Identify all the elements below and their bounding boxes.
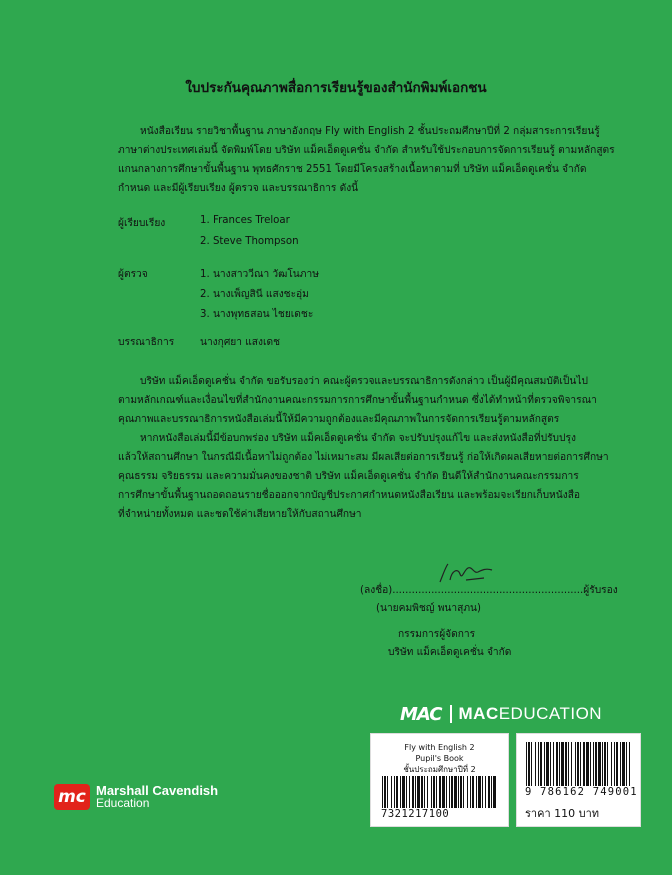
certification-paragraph	[118, 372, 640, 429]
marshall-cavendish-logo	[54, 784, 218, 810]
guarantee-line: หากหนังสือเล่มนี้มีข้อบกพร่อง บริษัท แม็คเอ็ดดูเคชั่น จำกัด จะปรับปรุงแก้ไข และส่งหนังสือที่ปรับปรุง	[140, 433, 576, 444]
price-label: ราคา 110 บาท	[525, 807, 600, 820]
book-barcode-number: 7321217100	[381, 808, 450, 820]
reviewer-name: 3. นางพุทธสอน ไชยเดชะ	[200, 309, 314, 320]
signature-scribble	[436, 562, 506, 584]
intro-paragraph	[118, 122, 640, 198]
reviewer-name: 2. นางเพ็ญสินี แสงชะอุ่ม	[200, 289, 309, 300]
book-title: Fly with English 2	[404, 743, 475, 752]
logo-divider	[450, 705, 452, 723]
mc-logo-line1: Marshall Cavendish	[96, 783, 219, 798]
book-grade: ชั้นประถมศึกษาปีที่ 2	[403, 765, 476, 774]
book-info-box	[370, 733, 509, 827]
reviewers-label: ผู้ตรวจ	[118, 269, 148, 280]
guarantee-line: ที่จำหน่ายทั้งหมด และชดใช้ค่าเสียหายให้กับสถานศึกษา	[118, 509, 362, 520]
mac-education-logo	[400, 702, 602, 726]
cert-line: คุณภาพและบรรณาธิการหนังสือเล่มนี้ให้มีความถูกต้องและมีคุณภาพในการจัดการเรียนรู้ตามหลักสูตร	[118, 414, 560, 425]
author-name: 1. Frances Treloar	[200, 215, 290, 226]
cert-line: บริษัท แม็คเอ็ดดูเคชั่น จำกัด ขอรับรองว่า คณะผู้ตรวจและบรรณาธิการดังกล่าว เป็นผู้มีคุณสมบัติเป็นไป	[140, 376, 588, 387]
isbn-box	[516, 733, 641, 827]
mc-logo-text	[96, 784, 218, 810]
reviewer-name: 1. นางสาววีณา วัฒโนภาษ	[200, 269, 319, 280]
intro-line: กำหนด และมีผู้เรียบเรียง ผู้ตรวจ และบรรณาธิการ ดังนี้	[118, 183, 359, 194]
signature-line	[360, 582, 618, 598]
book-barcode	[382, 776, 497, 808]
guarantee-paragraph	[118, 429, 640, 524]
guarantee-line: แล้วให้สถานศึกษา ในกรณีมีเนื้อหาไม่ถูกต้อง ไม่เหมาะสม มีผลเสียต่อการเรียนรู้ ก่อให้เกิดผลเสียหายต่อการศึกษา	[118, 452, 609, 463]
guarantee-line: การศึกษาขั้นพื้นฐานถอดถอนรายชื่อออกจากบัญชีประกาศกำหนดหนังสือเรียน และพร้อมจะเรียกเก็บหนังสือ	[118, 490, 581, 501]
sign-prefix: (ลงชื่อ)	[360, 585, 393, 596]
mac-logo-mark: MAC	[400, 703, 442, 725]
intro-line: หนังสือเรียน รายวิชาพื้นฐาน ภาษาอังกฤษ Fly with English 2 ชั้นประถมศึกษาปีที่ 2 กลุ่มสาระการเรียนรู้	[140, 126, 600, 137]
guarantor-label: ผู้รับรอง	[583, 585, 618, 596]
cert-line: ตามหลักเกณฑ์และเงื่อนไขที่สำนักงานคณะกรรมการการศึกษาขั้นพื้นฐานกำหนด ซึ่งได้ทำหน้าที่ตรวจพิจารณา	[118, 395, 597, 406]
sign-dots: ...........................................................	[392, 585, 584, 596]
mc-logo-line2: Education	[96, 796, 150, 810]
editor-label: บรรณาธิการ	[118, 337, 175, 348]
authors-label: ผู้เรียบเรียง	[118, 218, 166, 229]
isbn-barcode-number: 9 786162 749001	[525, 786, 638, 798]
mc-logo-badge: mc	[54, 784, 90, 810]
signer-name: (นายคมพิชญ์ พนาสุภน)	[376, 603, 481, 614]
editor-name: นางกุศยา แสงเดช	[200, 337, 280, 348]
signer-position: กรรมการผู้จัดการ	[398, 629, 476, 640]
guarantee-line: คุณธรรม จริยธรรม และความมั่นคงของชาติ บริษัท แม็คเอ็ดดูเคชั่น จำกัด ยินดีให้สำนักงานคณะกรรมการ	[118, 471, 579, 482]
author-name: 2. Steve Thompson	[200, 236, 299, 247]
mac-logo-text	[459, 704, 603, 724]
book-info-text	[371, 742, 508, 775]
intro-line: แกนกลางการศึกษาขั้นพื้นฐาน พุทธศักราช 2551 โดยมีโครงสร้างเนื้อหาตามที่ บริษัท แม็คเอ็ดดูเคชั่น จำกัด	[118, 164, 587, 175]
isbn-barcode	[526, 742, 631, 786]
book-subtitle: Pupil's Book	[415, 754, 464, 763]
intro-line: ภาษาต่างประเทศเล่มนี้ จัดพิมพ์โดย บริษัท แม็คเอ็ดดูเคชั่น จำกัด สำหรับใช้ประกอบการจัดการเรียนรู้ ตามหลักสูตร	[118, 145, 615, 156]
signer-company: บริษัท แม็คเอ็ดดูเคชั่น จำกัด	[388, 647, 512, 658]
mac-logo-text-bold: MAC	[458, 704, 499, 723]
page-title: ใบประกันคุณภาพสื่อการเรียนรู้ของสำนักพิมพ์เอกชน	[185, 80, 487, 96]
mac-logo-text-rest: EDUCATION	[498, 704, 603, 723]
